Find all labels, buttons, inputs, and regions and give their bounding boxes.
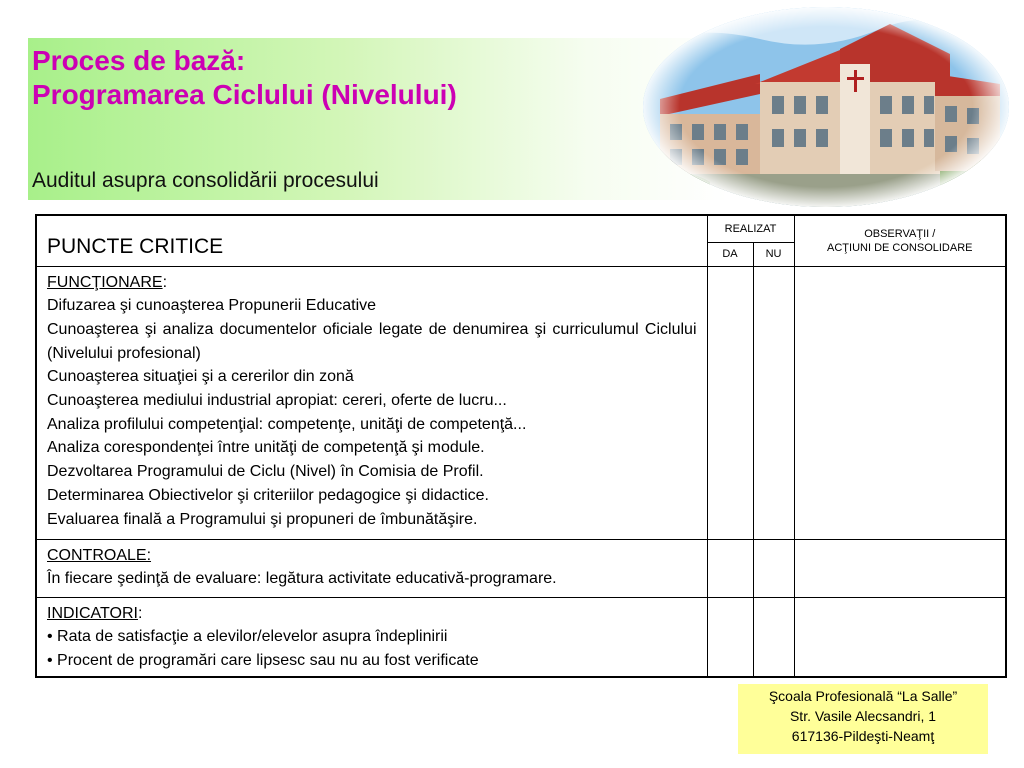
- page-subtitle: Auditul asupra consolidării procesului: [32, 169, 379, 192]
- list-item: Determinarea Obiectivelor şi criteriilor pedagogice şi didactice.: [47, 486, 489, 504]
- cell-observatii[interactable]: [794, 266, 1006, 539]
- list-item: • Procent de programări care lipsesc sau nu au fost verificate: [47, 651, 479, 669]
- header-observatii-line-2: ACŢIUNI DE CONSOLIDARE: [827, 241, 973, 254]
- section-functionare: [36, 266, 707, 539]
- school-building-photo: [640, 4, 1012, 210]
- section-title-suffix: :: [162, 273, 168, 291]
- school-street: Str. Vasile Alecsandri, 1: [789, 708, 937, 724]
- header-da: DA: [707, 242, 753, 266]
- table-row: [36, 539, 1006, 597]
- table-row: [36, 597, 1006, 677]
- title-line-1: Proces de bază:: [32, 45, 246, 76]
- cell-observatii[interactable]: [794, 539, 1006, 597]
- section-title-suffix: :: [137, 604, 143, 622]
- list-item: Cunoaşterea şi analiza documentelor oficiale legate de denumirea şi curriculumul Ciclului (Nivelului profesional): [47, 320, 697, 362]
- title-line-2: Programarea Ciclului (Nivelului): [32, 79, 457, 110]
- list-item: Difuzarea şi cunoaşterea Propunerii Educative: [47, 297, 377, 315]
- cell-observatii[interactable]: [794, 597, 1006, 677]
- list-item: Analiza corespondenţei între unităţi de competenţă şi module.: [47, 439, 485, 457]
- cell-nu[interactable]: [753, 597, 794, 677]
- header-observatii-line-1: OBSERVAŢII /: [864, 227, 936, 240]
- list-item: • Rata de satisfacţie a elevilor/elevelor asupra îndeplinirii: [47, 628, 448, 646]
- section-title: INDICATORI: [47, 604, 138, 622]
- list-item: În fiecare şedinţă de evaluare: legătura activitate educativă-programare.: [47, 570, 557, 588]
- header-realizat: REALIZAT: [707, 215, 794, 242]
- section-indicatori: [36, 597, 707, 677]
- header-nu: NU: [753, 242, 794, 266]
- section-title: FUNCŢIONARE: [47, 273, 163, 291]
- school-city: 617136-Pildeşti-Neamţ: [791, 728, 935, 744]
- cell-nu[interactable]: [753, 539, 794, 597]
- cell-da[interactable]: [707, 597, 753, 677]
- school-address-box: [738, 684, 988, 754]
- list-item: Cunoaşterea situaţiei şi a cererilor din zonă: [47, 368, 354, 386]
- list-item: Analiza profilului competenţial: competenţe, unităţi de competenţă...: [47, 415, 527, 433]
- school-name: Şcoala Profesională “La Salle”: [768, 688, 958, 704]
- section-controale: [36, 539, 707, 597]
- section-title: CONTROALE:: [47, 546, 152, 564]
- audit-table: [35, 214, 1007, 678]
- header-puncte-critice: PUNCTE CRITICE: [36, 215, 707, 266]
- header-observatii: [794, 215, 1006, 266]
- list-item: Evaluarea finală a Programului şi propuneri de îmbunătăşire.: [47, 510, 478, 528]
- table-row: [36, 266, 1006, 539]
- list-item: Dezvoltarea Programului de Ciclu (Nivel) în Comisia de Profil.: [47, 463, 484, 481]
- cell-da[interactable]: [707, 266, 753, 539]
- list-item: Cunoaşterea mediului industrial apropiat: cereri, oferte de lucru...: [47, 392, 507, 410]
- page-title: [32, 44, 457, 112]
- cell-nu[interactable]: [753, 266, 794, 539]
- cell-da[interactable]: [707, 539, 753, 597]
